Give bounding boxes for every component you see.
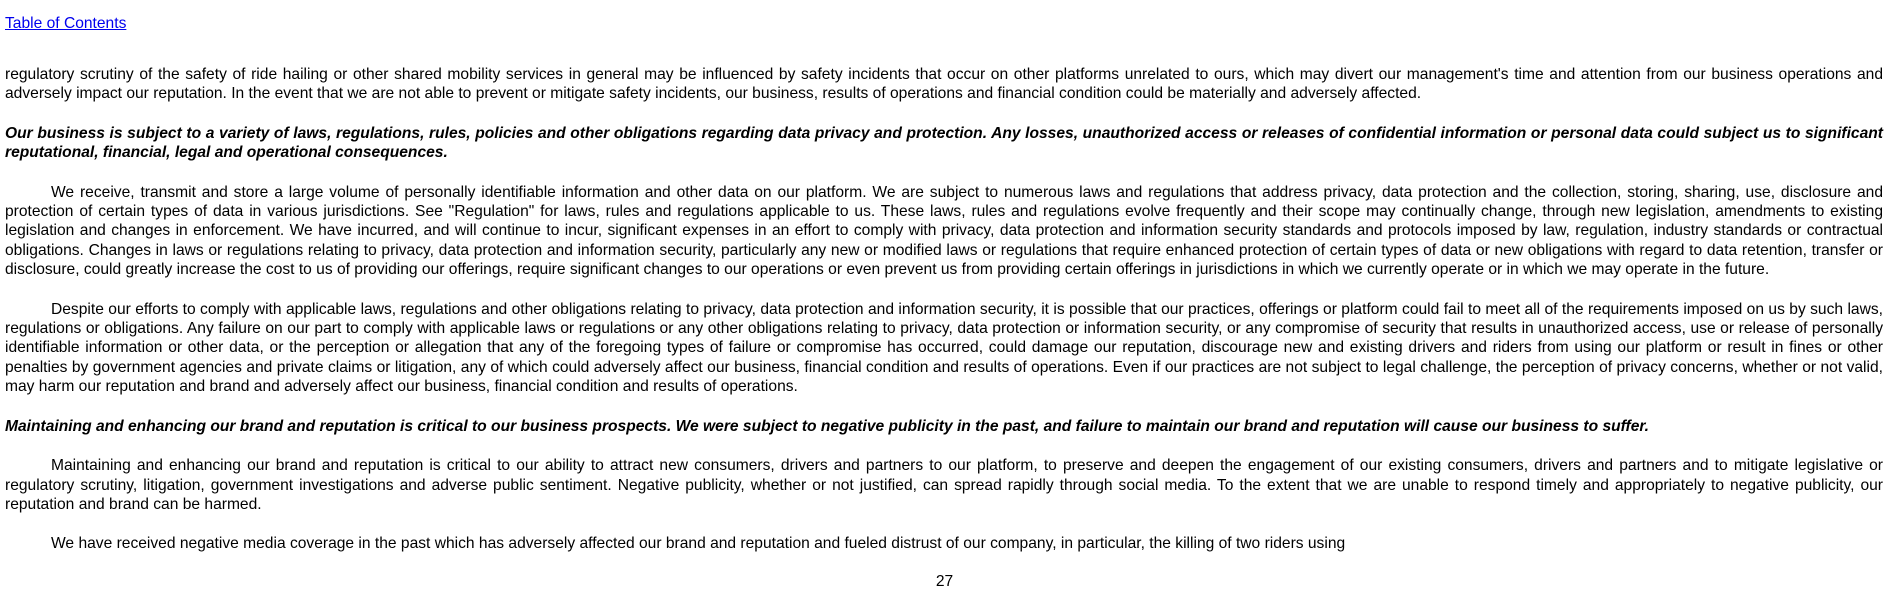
body-paragraph-data-volume: We receive, transmit and store a large volume of personally identifiable information and other data on our platform. We are subject to numerous laws and regulations that address privacy, data protection and the collection, storing, sharing, use, disclosure and protection of certain types of data in various jurisdictions. See "Regulation" for laws, rules and regulations applicable to us. These laws, rules and regulations evolve frequently and their scope may continually change, through new legislation, amendments to existing legislation and changes in enforcement. We have incurred, and will continue to incur, significant expenses in an effort to comply with privacy, data protection and information security standards and protocols imposed by law, regulation, industry standards or contractual obligations. Changes in laws or regulations relating to privacy, data protection and information security, particularly any new or modified laws or regulations that require enhanced protection of certain types of data or new obligations with regard to data retention, transfer or disclosure, could greatly increase the cost to us of providing our offerings, require significant changes to our operations or even prevent us from providing certain offerings in jurisdictions in which we currently operate or in which we may operate in the future.	[5, 183, 1883, 279]
risk-factor-heading-data-privacy: Our business is subject to a variety of laws, regulations, rules, policies and other obligations regarding data privacy and protection. Any losses, unauthorized access or releases of confidential information or personal data could subject us to significant reputational, financial, legal and operational consequences.	[5, 124, 1883, 162]
body-paragraph-negative-media: We have received negative media coverage in the past which has adversely affected our brand and reputation and fueled distrust of our company, in particular, the killing of two riders using	[51, 535, 1346, 553]
document-page	[5, 14, 1883, 554]
risk-factor-heading-brand-reputation: Maintaining and enhancing our brand and reputation is critical to our business prospects. We were subject to negative publicity in the past, and failure to maintain our brand and reputation will cause our business to suffer.	[5, 417, 1649, 435]
body-paragraph-compliance-efforts: Despite our efforts to comply with applicable laws, regulations and other obligations relating to privacy, data protection and information security, it is possible that our practices, offerings or platform could fail to meet all of the requirements imposed on us by such laws, regulations or obligations. Any failure on our part to comply with applicable laws or regulations or any other obligations relating to privacy, data protection or information security, or any compromise of security that results in unauthorized access, use or release of personally identifiable information or other data, or the perception or allegation that any of the foregoing types of failure or compromise has occurred, could damage our reputation, discourage new and existing drivers and riders from using our platform or result in fines or other penalties by government agencies and private claims or litigation, any of which could adversely affect our business, financial condition and results of operations. Even if our practices are not subject to legal challenge, the perception of privacy concerns, whether or not valid, may harm our reputation and brand and adversely affect our business, financial condition and results of operations.	[5, 300, 1883, 396]
table-of-contents-link[interactable]: Table of Contents	[5, 15, 127, 32]
page-number: 27	[935, 573, 954, 590]
continued-paragraph: regulatory scrutiny of the safety of ride hailing or other shared mobility services in general may be influenced by safety incidents that occur on other platforms unrelated to ours, which may divert our management's time and attention from our business operations and adversely impact our reputation. In the event that we are not able to prevent or mitigate safety incidents, our business, results of operations and financial condition could be materially and adversely affected.	[5, 66, 1883, 103]
body-paragraph-brand-reputation: Maintaining and enhancing our brand and reputation is critical to our ability to attract new consumers, drivers and partners to our platform, to preserve and deepen the engagement of our existing consumers, drivers and partners and to mitigate legislative or regulatory scrutiny, litigation, government investigations and adverse public sentiment. Negative publicity, whether or not justified, can spread rapidly through social media. To the extent that we are unable to respond timely and appropriately to negative publicity, our reputation and brand can be harmed.	[5, 457, 1883, 513]
